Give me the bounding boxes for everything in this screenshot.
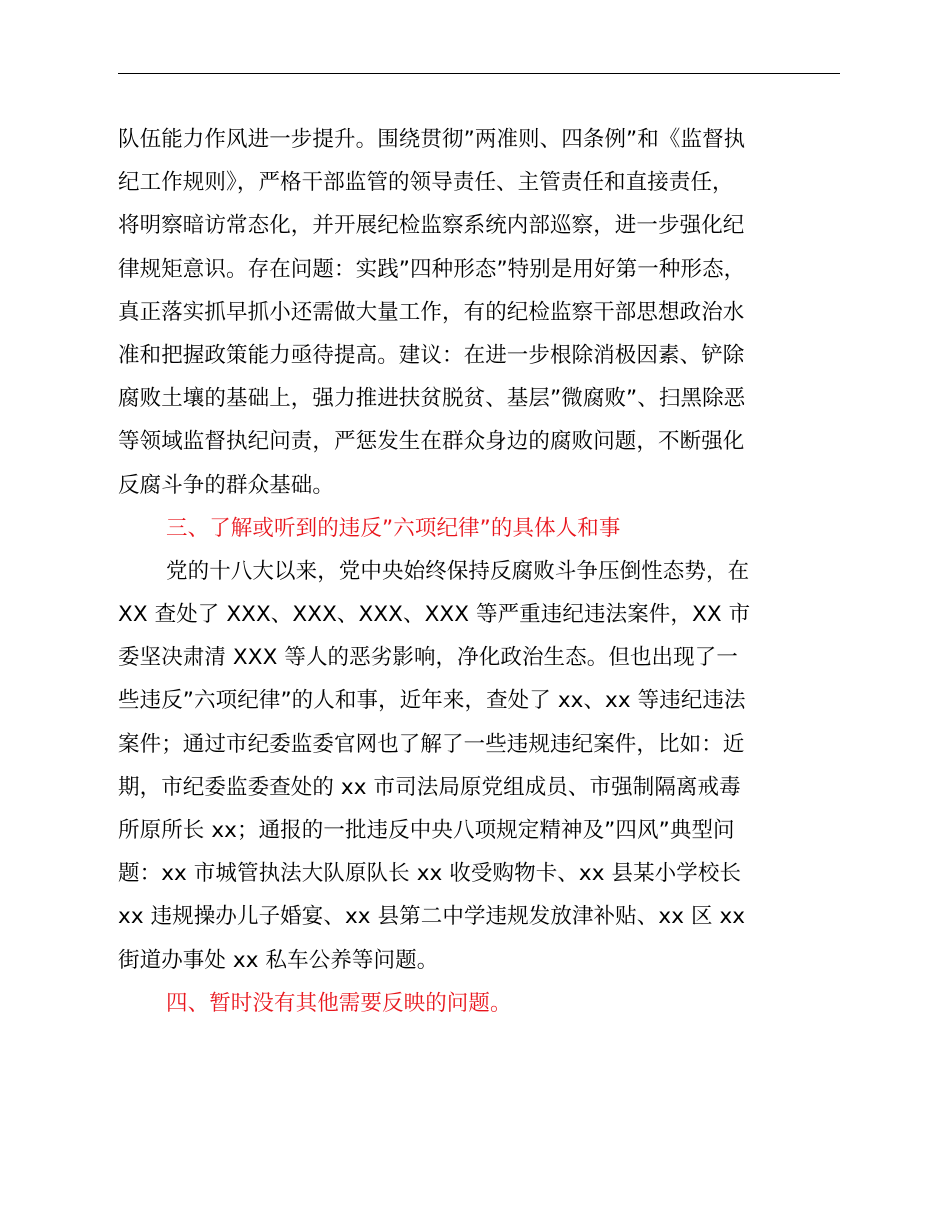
text-line: 期，市纪委监委查处的 xx 市司法局原党组成员、市强制隔离戒毒 [118, 774, 741, 800]
paragraph-1 [118, 118, 840, 507]
text-line: 些违反”六项纪律”的人和事，近年来，查处了 xx、xx 等违纪违法 [118, 688, 746, 714]
text-line: 反腐斗争的群众基础。 [118, 472, 335, 498]
text-line: 所原所长 xx；通报的一批违反中央八项规定精神及”四风”典型问 [118, 818, 735, 843]
text-line: 队伍能力作风进一步提升。围绕贯彻”两准则、四条例”和《监督执 [118, 127, 746, 152]
document-body [118, 118, 840, 1025]
text-line: 题：xx 市城管执法大队原队长 xx 收受购物卡、xx 县某小学校长 [118, 861, 742, 887]
text-line: 党的十八大以来，党中央始终保持反腐败斗争压倒性态势，在 [166, 558, 750, 584]
text-line: 准和把握政策能力亟待提高。建议：在进一步根除消极因素、铲除 [118, 342, 745, 368]
text-line: 街道办事处 xx 私车公养等问题。 [118, 947, 439, 973]
text-line: 等领域监督执纪问责，严惩发生在群众身边的腐败问题，不断强化 [118, 429, 745, 455]
section-heading-4: 四、暂时没有其他需要反映的问题。 [166, 990, 512, 1016]
paragraph-2 [118, 550, 840, 982]
section-heading-3: 三、了解或听到的违反”六项纪律”的具体人和事 [166, 515, 621, 541]
text-line: 将明察暗访常态化，并开展纪检监察系统内部巡察，进一步强化纪 [118, 213, 745, 239]
text-line: 案件；通过市纪委监委官网也了解了一些违规违纪案件，比如：近 [118, 731, 745, 757]
text-line: 真正落实抓早抓小还需做大量工作，有的纪检监察干部思想政治水 [118, 299, 745, 325]
text-line: 腐败土壤的基础上，强力推进扶贫脱贫、基层”微腐败”、扫黑除恶 [118, 386, 746, 412]
text-line: 委坚决肃清 XXX 等人的恶劣影响，净化政治生态。但也出现了一 [118, 645, 738, 671]
text-line: 纪工作规则》，严格干部监管的领导责任、主管责任和直接责任， [118, 170, 734, 196]
header-rule [118, 73, 840, 74]
text-line: xx 违规操办儿子婚宴、xx 县第二中学违规发放津补贴、xx 区 xx [118, 904, 746, 930]
text-line: 律规矩意识。存在问题：实践”四种形态”特别是用好第一种形态， [118, 256, 746, 282]
text-line: XX 查处了 XXX、XXX、XXX、XXX 等严重违纪违法案件，XX 市 [118, 602, 751, 628]
